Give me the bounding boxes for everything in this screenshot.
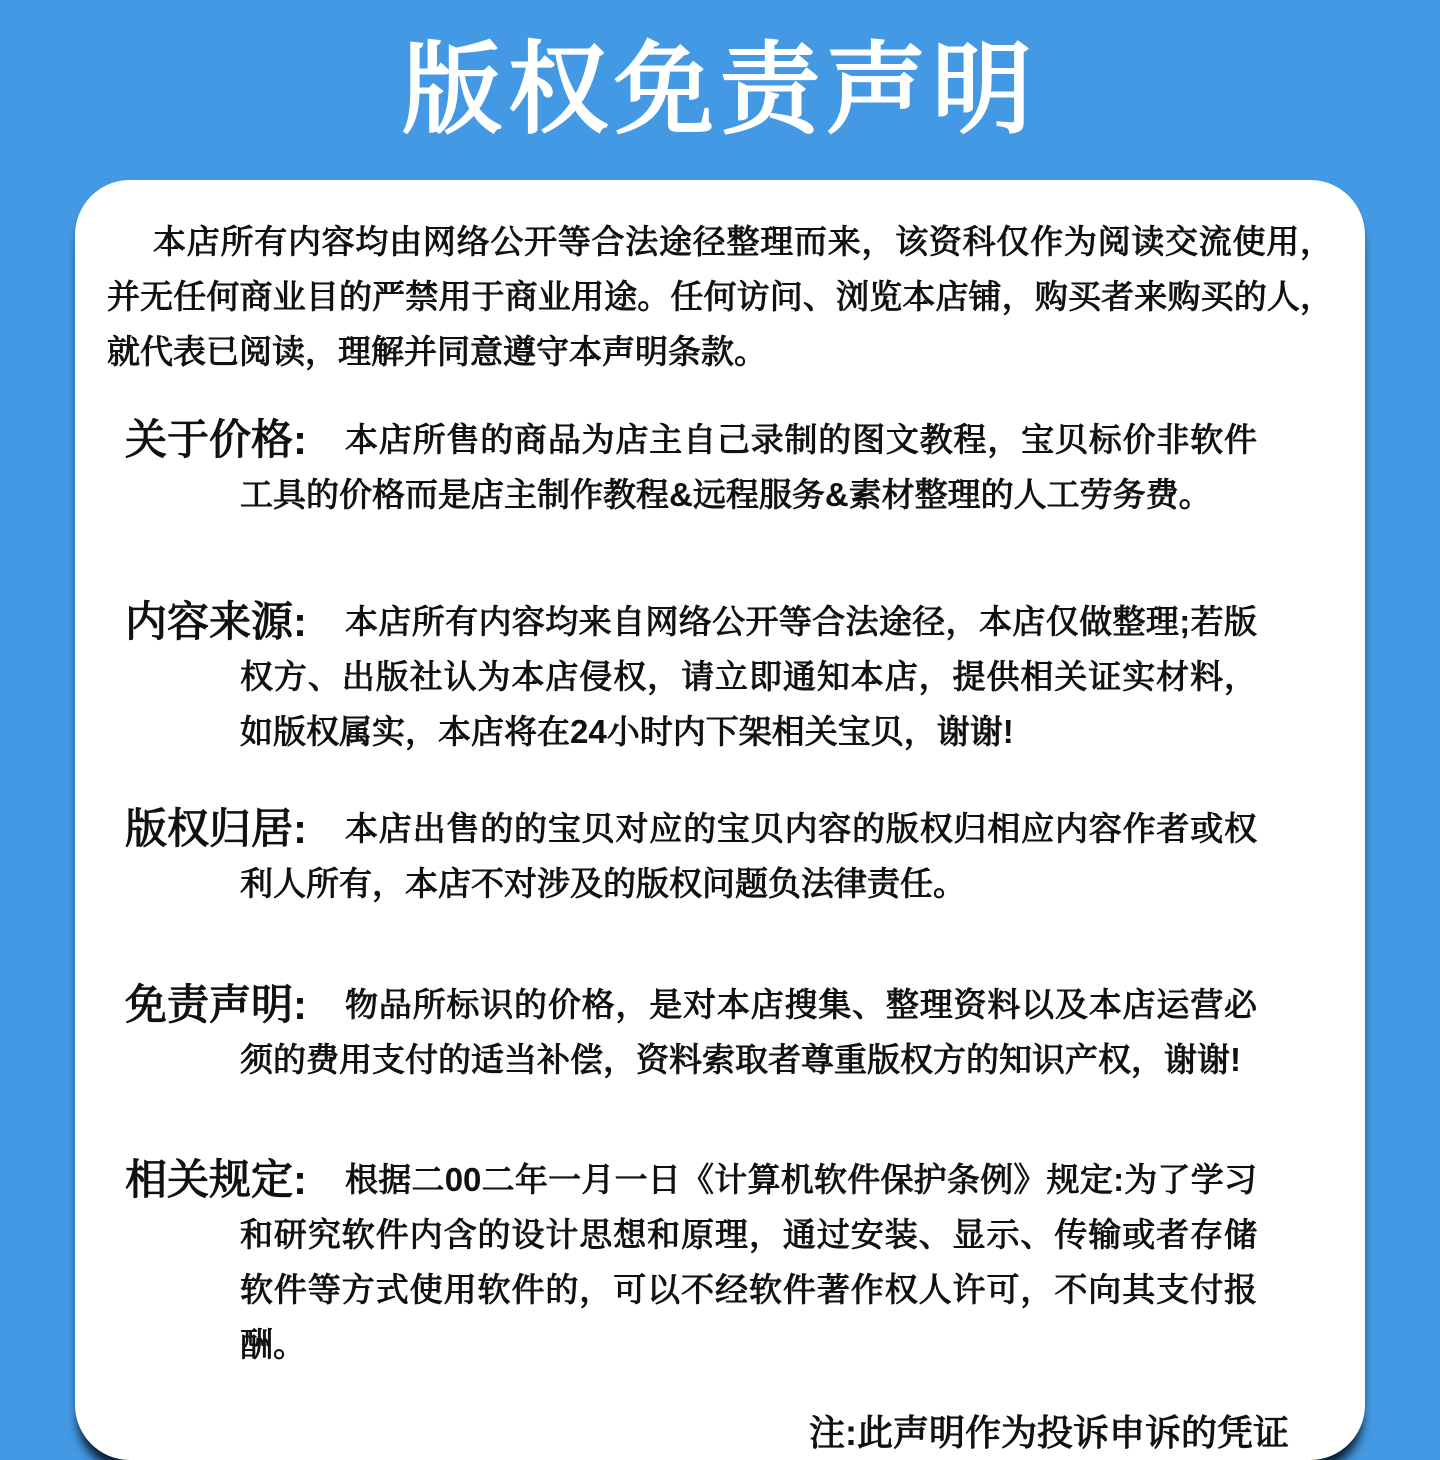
footer-note: 注:此声明作为投诉申诉的凭证 — [809, 1412, 1289, 1453]
section-copyright-ownership — [75, 801, 1365, 911]
section-content-source — [75, 594, 1365, 759]
section-copyright-ownership-body: 本店出售的的宝贝对应的宝贝内容的版权归相应内容作者或权利人所有，本店不对涉及的版权问题负法律责任。 — [240, 810, 1257, 902]
section-regulations-body: 根据二00二年一月一日《计算机软件保护条例》规定:为了学习和研究软件内含的设计思想和原理，通过安装、显示、传输或者存储软件等方式使用软件的，可以不经软件著作权人许可，不向其支付报酬。 — [240, 1161, 1257, 1363]
section-copyright-ownership-heading: 版权归居: — [125, 805, 307, 852]
section-regulations — [75, 1152, 1365, 1372]
disclaimer-card — [75, 180, 1365, 1460]
title-bar — [0, 0, 1440, 180]
page-title: 版权免责声明 — [402, 34, 1038, 146]
section-disclaimer — [75, 977, 1365, 1087]
section-pricing — [75, 412, 1365, 522]
section-content-source-heading: 内容来源: — [125, 598, 307, 645]
section-regulations-heading: 相关规定: — [125, 1156, 307, 1203]
section-pricing-heading: 关于价格: — [125, 416, 307, 463]
section-disclaimer-body: 物品所标识的价格，是对本店搜集、整理资料以及本店运营必须的费用支付的适当补偿，资料索取者尊重版权方的知识产权，谢谢! — [240, 986, 1257, 1078]
intro-paragraph: 本店所有内容均由网络公开等合法途径整理而来，该资科仅作为阅读交流使用，并无任何商业目的严禁用于商业用途。任何访问、浏览本店铺，购买者来购买的人，就代表已阅读，理解并同意遵守本声明条款。 — [107, 223, 1333, 370]
section-disclaimer-heading: 免责声明: — [125, 981, 307, 1028]
section-pricing-body: 本店所售的商品为店主自己录制的图文教程，宝贝标价非软件工具的价格而是店主制作教程&远程服务&素材整理的人工劳务费。 — [240, 421, 1257, 513]
section-content-source-body: 本店所有内容均来自网络公开等合法途径，本店仅做整理;若版权方、出版社认为本店侵权，请立即通知本店，提供相关证实材料，如版权属实，本店将在24小时内下架相关宝贝，谢谢! — [240, 603, 1257, 750]
